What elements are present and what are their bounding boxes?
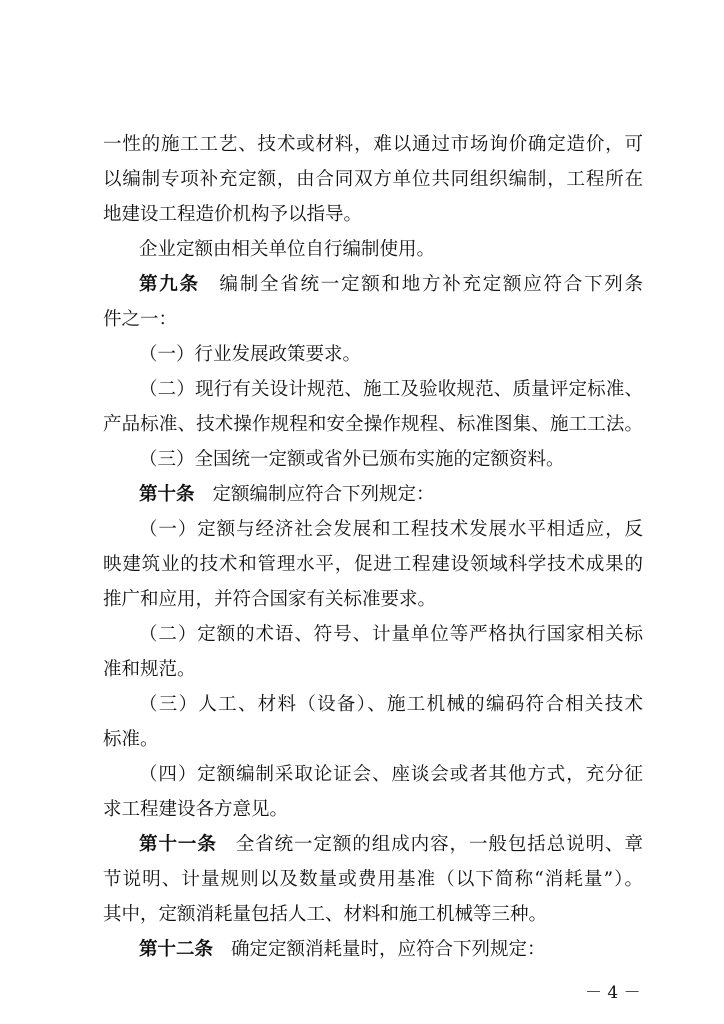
article-12-label: 第十二条 bbox=[139, 939, 214, 960]
list-item-line: （一）定额与经济社会发展和工程技术发展水平相适应，反 bbox=[139, 519, 643, 540]
list-item-line: （四）定额编制采取论证会、座谈会或者其他方式，充分征 bbox=[139, 764, 643, 785]
paragraph-line: 节说明、计量规则以及数量或费用基准（以下简称“消耗量”）。 bbox=[103, 869, 643, 890]
paragraph-text: 全省统一定额的组成内容，一般包括总说明、章 bbox=[234, 834, 643, 855]
article-11-heading-line bbox=[139, 832, 643, 858]
paragraph-line: 一性的施工工艺、技术或材料，难以通过市场询价确定造价，可 bbox=[103, 134, 643, 155]
paragraph-line: 准和规范。 bbox=[103, 659, 196, 680]
article-9-label: 第九条 bbox=[139, 274, 200, 295]
list-item-line: （三）人工、材料（设备）、施工机械的编码符合相关技术 bbox=[139, 694, 643, 715]
paragraph-line: 映建筑业的技术和管理水平，促进工程建设领域科学技术成果的 bbox=[103, 554, 643, 575]
list-item-line: （三）全国统一定额或省外已颁布实施的定额资料。 bbox=[139, 449, 565, 470]
paragraph-text: 确定定额消耗量时，应符合下列规定： bbox=[231, 939, 546, 960]
paragraph-text: 编制全省统一定额和地方补充定额应符合下列条 bbox=[217, 274, 643, 295]
list-item-line: （一）行业发展政策要求。 bbox=[139, 344, 362, 365]
article-10-heading-line bbox=[139, 482, 643, 508]
paragraph-line: 产品标准、技术操作规程和安全操作规程、标准图集、施工工法。 bbox=[103, 414, 643, 435]
paragraph-line: 推广和应用，并符合国家有关标准要求。 bbox=[103, 589, 437, 610]
paragraph-line: 以编制专项补充定额，由合同双方单位共同组织编制，工程所在 bbox=[103, 169, 643, 190]
paragraph-line: 件之一： bbox=[103, 309, 178, 330]
list-item-line: （二）定额的术语、符号、计量单位等严格执行国家相关标 bbox=[139, 624, 643, 645]
paragraph-line: 其中，定额消耗量包括人工、材料和施工机械等三种。 bbox=[103, 904, 548, 925]
article-10-label: 第十条 bbox=[139, 484, 195, 505]
list-item-line: （二）现行有关设计规范、施工及验收规范、质量评定标准、 bbox=[139, 379, 643, 400]
page-number: － 4 － bbox=[585, 983, 641, 1003]
paragraph-line: 地建设工程造价机构予以指导。 bbox=[103, 204, 363, 225]
paragraph-line: 标准。 bbox=[103, 729, 159, 750]
article-12-heading-line bbox=[139, 937, 643, 963]
paragraph-line: 企业定额由相关单位自行编制使用。 bbox=[139, 239, 436, 260]
paragraph-line: 求工程建设各方意见。 bbox=[103, 799, 289, 820]
paragraph-text: 定额编制应符合下列规定： bbox=[212, 484, 435, 505]
article-11-label: 第十一条 bbox=[139, 834, 217, 855]
article-9-heading-line bbox=[139, 272, 643, 298]
